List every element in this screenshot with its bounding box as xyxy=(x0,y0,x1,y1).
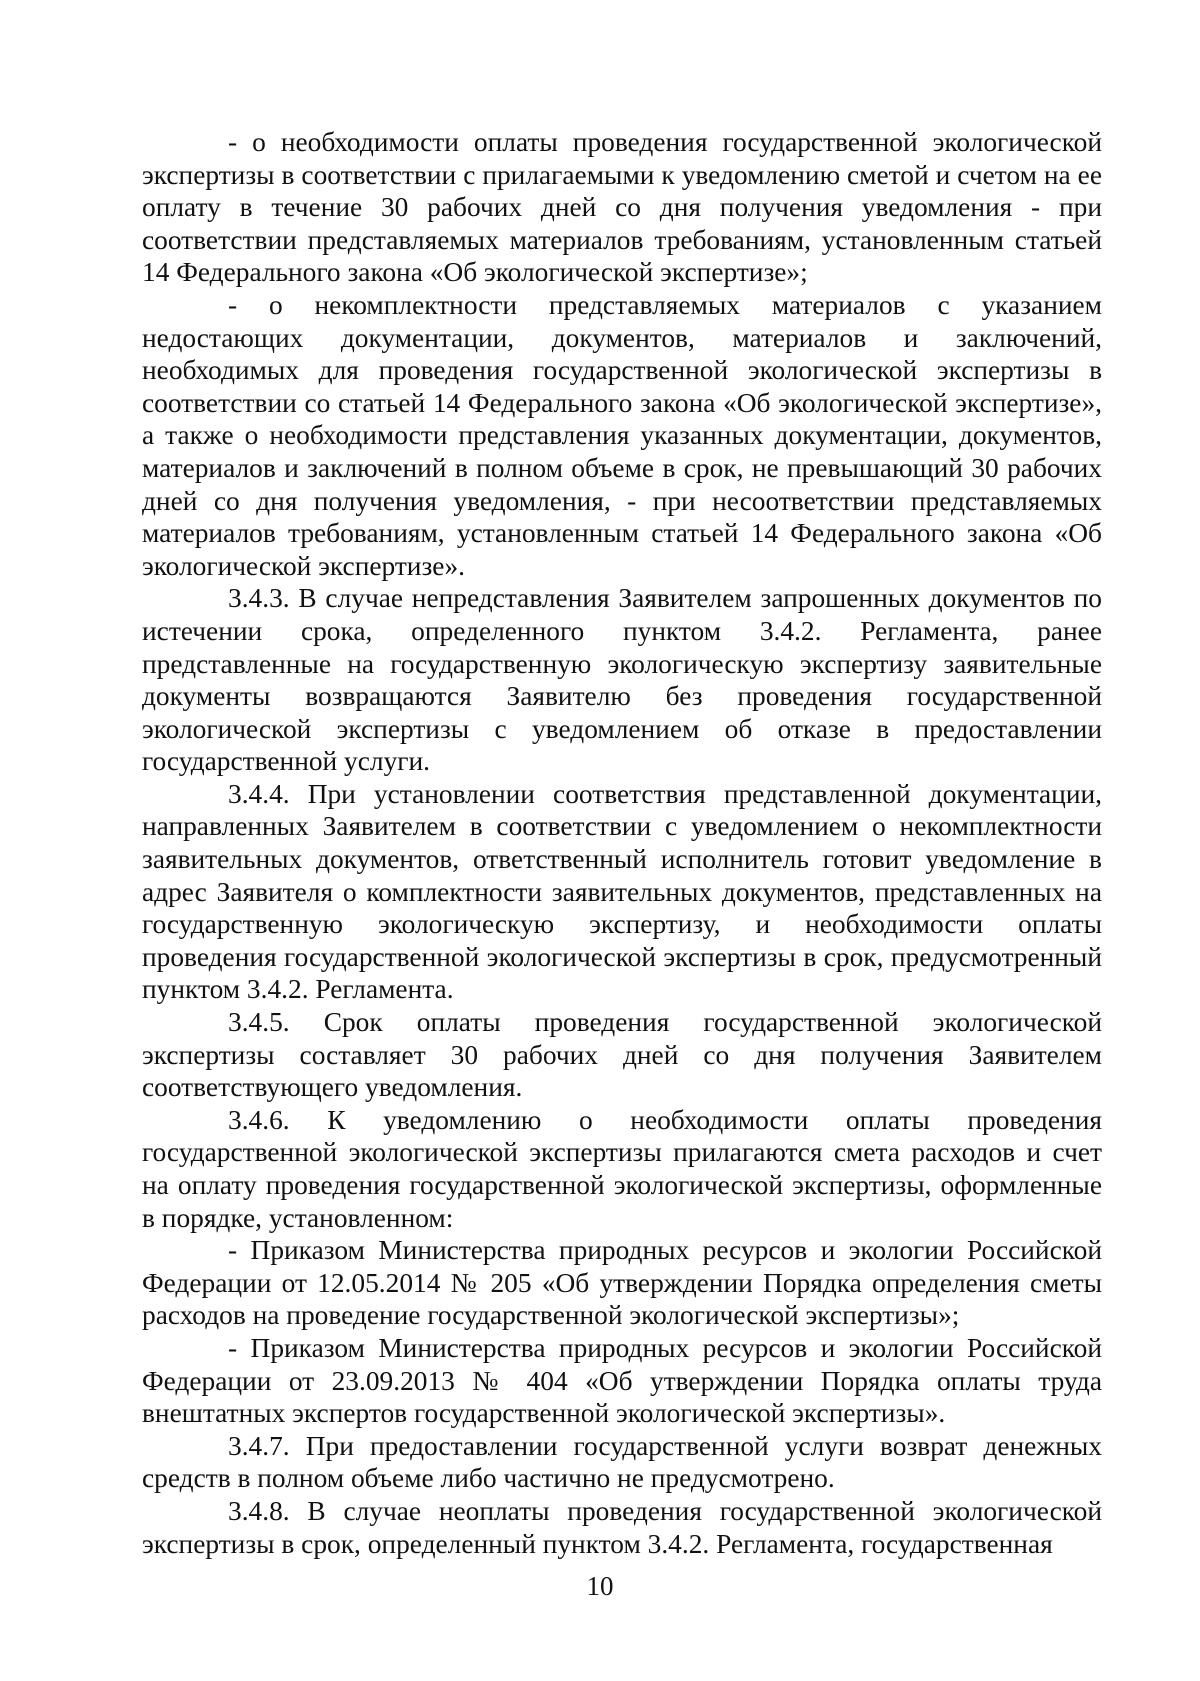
document-body xyxy=(142,126,1102,1560)
page-number: 10 xyxy=(586,1571,614,1601)
paragraph-3-4-3: 3.4.3. В случае непредставления Заявителем запрошенных документов по истечении срока, определенного пунктом 3.4.2. Регламента, ранее представленные на государственную экологическую экспертизу заявительные документы возвращаются Заявителю без проведения государственной экологической экспертизы с уведомлением об отказе в предоставлении государственной услуги. xyxy=(142,583,1102,777)
paragraph-order-404: - Приказом Министерства природных ресурсов и экологии Российской Федерации от 23.09.2013 № 404 «Об утверждении Порядка оплаты труда внештатных экспертов государственной экологической экспертизы». xyxy=(142,1332,1102,1429)
paragraph-order-205: - Приказом Министерства природных ресурсов и экологии Российской Федерации от 12.05.2014 № 205 «Об утверждении Порядка определения сметы расходов на проведение государственной экологической экспертизы»; xyxy=(142,1235,1102,1331)
paragraph-notice-incompleteness: - о некомплектности представляемых материалов с указанием недостающих документации, документов, материалов и заключений, необходимых для проведения государственной экологической экспертизы в соответствии со статьей 14 Федерального закона «Об экологической экспертизе», а также о необходимости представления указанных документации, документов, материалов и заключений в полном объеме в срок, не превышающий 30 рабочих дней со дня получения уведомления, - при несоответствии представляемых материалов требованиям, установленным статьей 14 Федерального закона «Об экологической экспертизе». xyxy=(142,289,1102,581)
paragraph-3-4-4: 3.4.4. При установлении соответствия представленной документации, направленных Заявителем в соответствии с уведомлением о некомплектности заявительных документов, ответственный исполнитель готовит уведомление в адрес Заявителя о комплектности заявительных документов, представленных на государственную экологическую экспертизу, и необходимости оплаты проведения государственной экологической экспертизы в срок, предусмотренный пунктом 3.4.2. Регламента. xyxy=(142,778,1102,1005)
paragraph-notice-payment: - о необходимости оплаты проведения государственной экологической экспертизы в соответствии с прилагаемыми к уведомлению сметой и счетом на ее оплату в течение 30 рабочих дней со дня получения уведомления - при соответствии представляемых материалов требованиям, установленным статьей 14 Федерального закона «Об экологической экспертизе»; xyxy=(142,127,1102,288)
paragraph-3-4-8: 3.4.8. В случае неоплаты проведения государственной экологической экспертизы в срок, определенный пунктом 3.4.2. Регламента, государственная xyxy=(142,1495,1102,1559)
paragraph-3-4-6: 3.4.6. К уведомлению о необходимости оплаты проведения государственной экологической экспертизы прилагаются смета расходов и счет на оплату проведения государственной экологической экспертизы, оформленные в порядке, установленном: xyxy=(142,1104,1102,1233)
paragraph-3-4-5: 3.4.5. Срок оплаты проведения государственной экологической экспертизы составляет 30 рабочих дней со дня получения Заявителем соответствующего уведомления. xyxy=(142,1007,1102,1103)
paragraph-3-4-7: 3.4.7. При предоставлении государственной услуги возврат денежных средств в полном объеме либо частично не предусмотрено. xyxy=(142,1430,1102,1494)
